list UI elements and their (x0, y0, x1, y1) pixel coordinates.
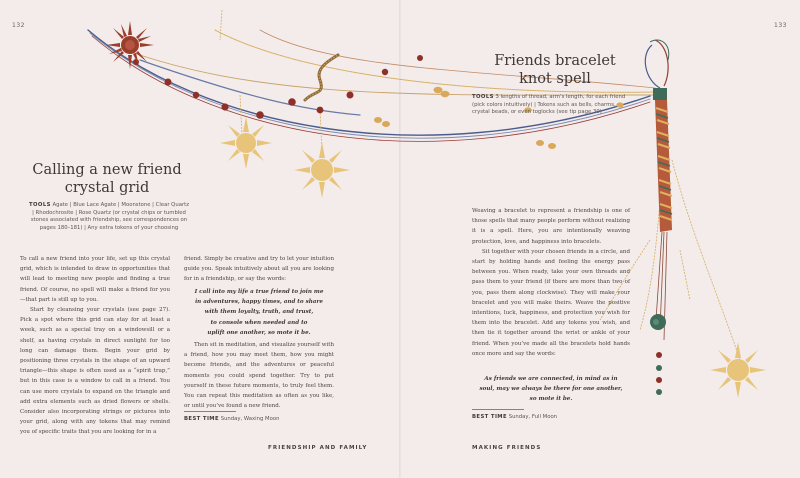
right-title-line2: knot spell (519, 70, 591, 87)
left-incantation-line2: in adventures, happy times, and to share (195, 299, 323, 306)
left-incantation-line1: I call into my life a true friend to join me (194, 289, 324, 295)
left-tools-line2: | Rhodochrosite | Rose Quartz (or crystal chips or tumbled (32, 209, 186, 216)
gold-sun-icon (710, 342, 766, 398)
right-running-footer: MAKING FRIENDS (472, 445, 542, 451)
left-title (26, 162, 188, 197)
left-paragraph-4: Then sit in meditation, and visualize yourself with a friend, how you may meet them, how you might become friends, and the adventures or peaceful moments you could spend together. Try to put yourself in these future moments, to truly feel them. You can repeat this meditation as often as you like, or until you’ve found a new friend. (184, 342, 334, 410)
left-tools-line4: pages 180–181) | Any extra tokens of your choosing (39, 224, 179, 231)
gold-sun-icon (220, 117, 272, 169)
snake-charm-icon (305, 55, 338, 100)
left-paragraph-2: Start by cleansing your crystals (see page 27). Pick a spot where this grid can stay for at least a week, such as a special tray on a windowsill or a shelf, as having crystals in direct sunlight for too long can damage them. Begin your grid by positioning three crystals in the shape of an upward triangle—this shape is often used as a “spirit trap,” but in this case is a window to call in a friend. You can use more crystals to expand on the triangle and add extra elements such as dried flowers or shells. Consider also incorporating strings or pictures into your grid, along with any tokens that may remind you of specific traits that you are looking for in a (20, 307, 170, 436)
page-number-left: 132 (12, 22, 25, 29)
right-paragraph-2: Sit together with your chosen friends in a circle, and start by holding hands and feeling the energy pass between you. When ready, take your own threads and pass them to your friend (if there are more than two of you, pass them along clockwise). They will make your bracelet and you will make theirs. Weave the positive intentions, luck, happiness, and protection you wish for them into the bracelet. Add any tokens you wish, and then tie it together around the wrist or ankle of your friend. When you’ve made all the bracelets hold hands once more and say the words: (472, 248, 630, 357)
right-best-time-value: Sunday, Full Moon (508, 414, 558, 420)
left-tools (22, 202, 196, 232)
right-tools-label: TOOLS (472, 94, 494, 100)
left-best-time-label: BEST TIME (184, 416, 220, 422)
left-tools-line1: Agate | Blue Lace Agate | Moonstone | Clear Quartz (52, 202, 189, 208)
left-running-footer: FRIENDSHIP AND FAMILY (268, 445, 368, 451)
crescent-moon-icon (677, 289, 695, 304)
left-incantation-line3: with them loyalty, truth, and trust, (204, 309, 314, 316)
bracelet-tassel-icon (645, 40, 672, 340)
left-best-time-value: Sunday, Waxing Moon (220, 416, 280, 422)
left-title-line2: crystal grid (64, 179, 150, 196)
right-tools-line1: 3 lengths of thread, arm’s length, for each friend (495, 94, 626, 100)
hanging-beads (650, 314, 666, 395)
crescent-moon-icon (675, 262, 683, 278)
right-incantation-line2: soul, may we always be there for one another, (479, 386, 623, 393)
left-column-1 (20, 254, 170, 438)
left-incantation (184, 287, 334, 338)
right-incantation (472, 374, 630, 405)
left-best-time (184, 416, 279, 422)
right-title (485, 53, 625, 88)
red-sun-icon (106, 21, 154, 69)
right-tools-line2: (pick colors intuitively) | Tokens such as bells, charms, (472, 101, 616, 108)
left-column-2 (184, 254, 334, 285)
left-column-2b (184, 340, 334, 411)
right-incantation-line1: As friends we are connected, in mind as in (484, 376, 618, 382)
right-paragraph-1: Weaving a bracelet to represent a friendship is one of those spells that many people perform without realizing it is a spell. Here, you are intentionally weaving protection, love, and happiness into bracelets. (472, 208, 630, 245)
left-tools-label: TOOLS (29, 202, 51, 208)
right-best-time-label: BEST TIME (472, 414, 508, 420)
right-tools-line3: crystal beads, or even toglocks (see tip page 30) (472, 109, 602, 115)
left-incantation-line5: uplift one another, so mote it be. (207, 329, 311, 336)
right-best-time (472, 414, 557, 420)
right-incantation-line3: so mote it be. (529, 396, 573, 403)
left-tools-line3: stones associated with friendship, see correspondences on (30, 217, 188, 223)
right-rule (472, 409, 524, 410)
gold-sun-icon (294, 142, 350, 198)
crescent-moon-icon (212, 36, 218, 48)
right-tools (472, 94, 642, 117)
left-paragraph-3: friend. Simply be creative and try to let your intuition guide you. Speak intuitively about all you are looking for in a friendship, or say the words: (184, 256, 334, 283)
left-rule (184, 411, 236, 412)
left-paragraph-1: To call a new friend into your life, set up this crystal grid, which is intended to draw in opportunities that will lead to meeting new people and finding a true friend. Of course, no spell will make a friend for you—that part is still up to you. (20, 256, 170, 303)
right-title-line1: Friends bracelet (494, 53, 616, 69)
right-column (472, 206, 630, 359)
page-number-right: 133 (774, 22, 787, 29)
left-title-line1: Calling a new friend (32, 162, 182, 178)
left-incantation-line4: to console when needed and to (210, 319, 308, 326)
